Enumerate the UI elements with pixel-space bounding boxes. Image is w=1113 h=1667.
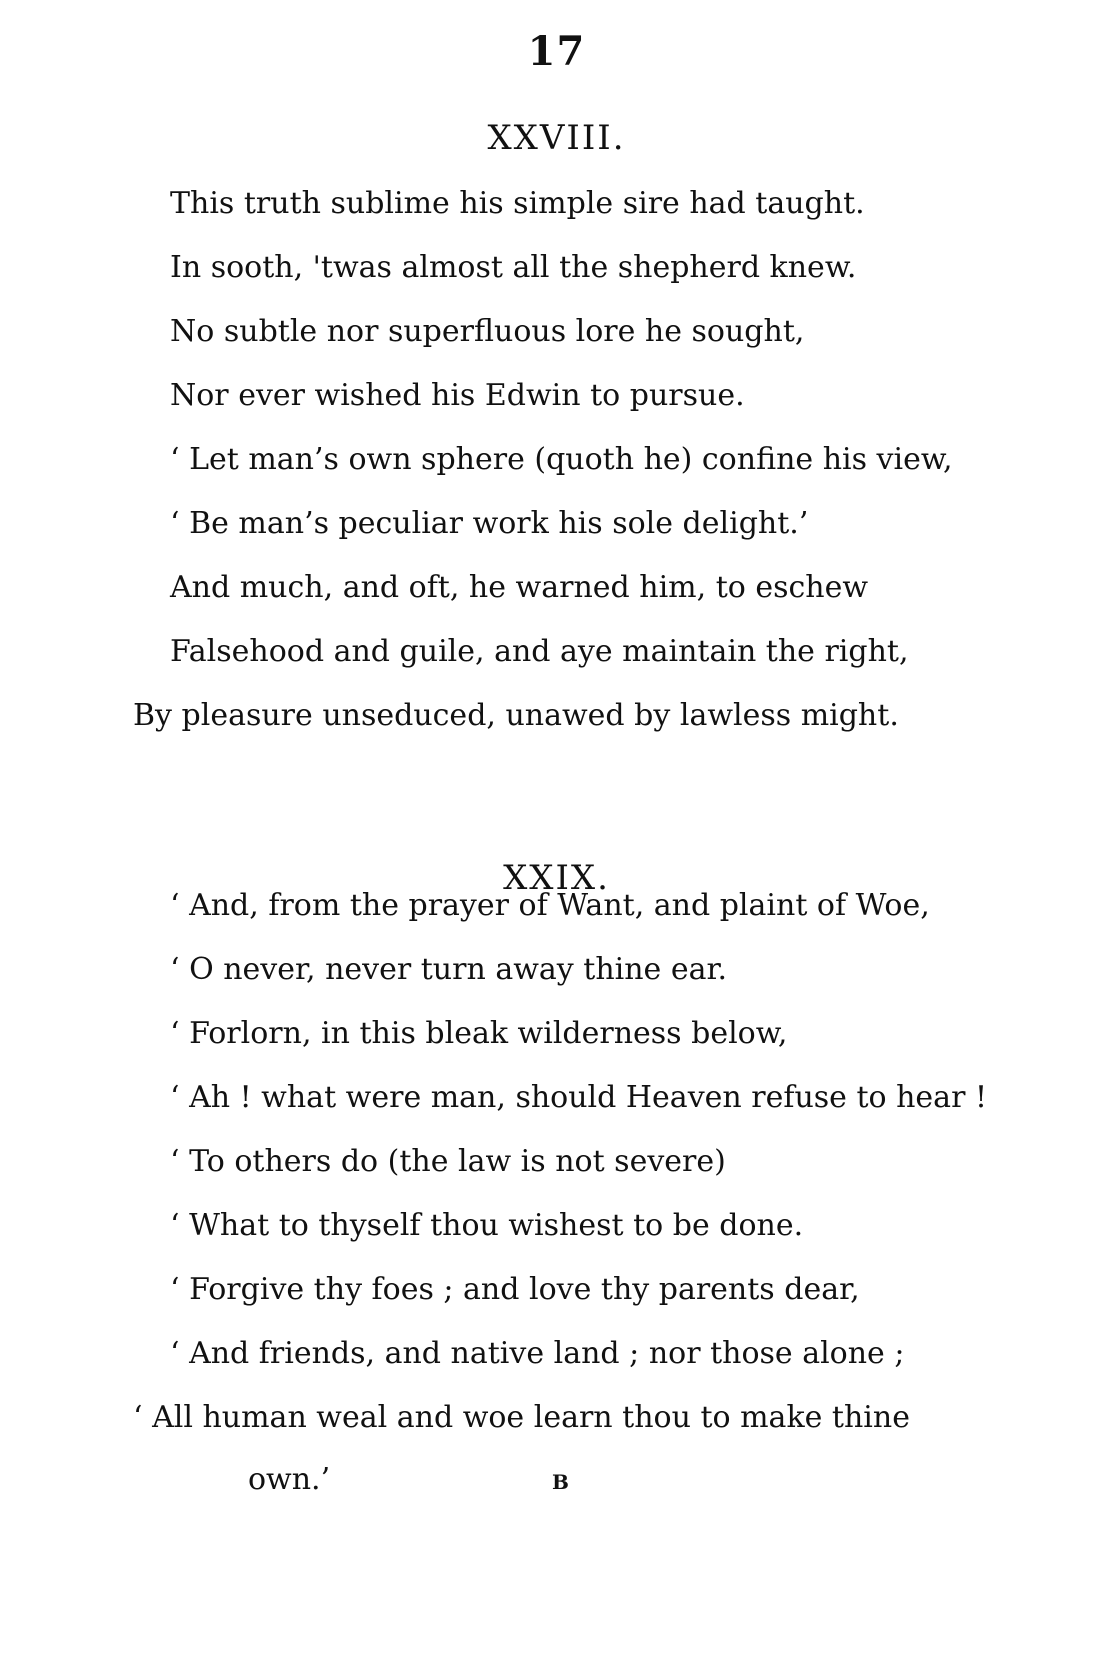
- poem-line: ‘ Forgive thy foes ; and love thy parents dear,: [170, 1272, 860, 1307]
- signature-mark: B: [552, 1470, 570, 1494]
- poem-line: ‘ O never, never turn away thine ear.: [170, 952, 728, 987]
- poem-line: ‘ Ah ! what were man, should Heaven refuse to hear !: [170, 1080, 988, 1115]
- poem-line: This truth sublime his simple sire had taught.: [170, 186, 865, 221]
- poem-line: Falsehood and guile, and aye maintain the right,: [170, 634, 909, 669]
- poem-line-runover: own.’: [248, 1462, 331, 1497]
- poem-line: ‘ Forlorn, in this bleak wilderness below,: [170, 1016, 788, 1051]
- poem-line: In sooth, 'twas almost all the shepherd knew.: [170, 250, 857, 285]
- poem-line: ‘ Be man’s peculiar work his sole delight.’: [170, 506, 809, 541]
- poem-line: ‘ What to thyself thou wishest to be done.: [170, 1208, 804, 1243]
- poem-line: No subtle nor superfluous lore he sought,: [170, 314, 805, 349]
- poem-line-alexandrine: By pleasure unseduced, unawed by lawless might.: [133, 698, 899, 733]
- poem-line: And much, and oft, he warned him, to eschew: [170, 570, 869, 605]
- poem-line: ‘ Let man’s own sphere (quoth he) confine his view,: [170, 442, 953, 477]
- poem-line: ‘ And friends, and native land ; nor those alone ;: [170, 1336, 905, 1371]
- poem-line: ‘ And, from the prayer of Want, and plaint of Woe,: [170, 888, 930, 923]
- poem-line-alexandrine: ‘ All human weal and woe learn thou to make thine: [133, 1400, 910, 1435]
- stanza-heading: XXVIII.: [487, 118, 626, 158]
- poem-line: Nor ever wished his Edwin to pursue.: [170, 378, 745, 413]
- page-number: 17: [527, 28, 586, 75]
- stanza-heading: XXIX.: [503, 858, 610, 898]
- poem-line: ‘ To others do (the law is not severe): [170, 1144, 726, 1179]
